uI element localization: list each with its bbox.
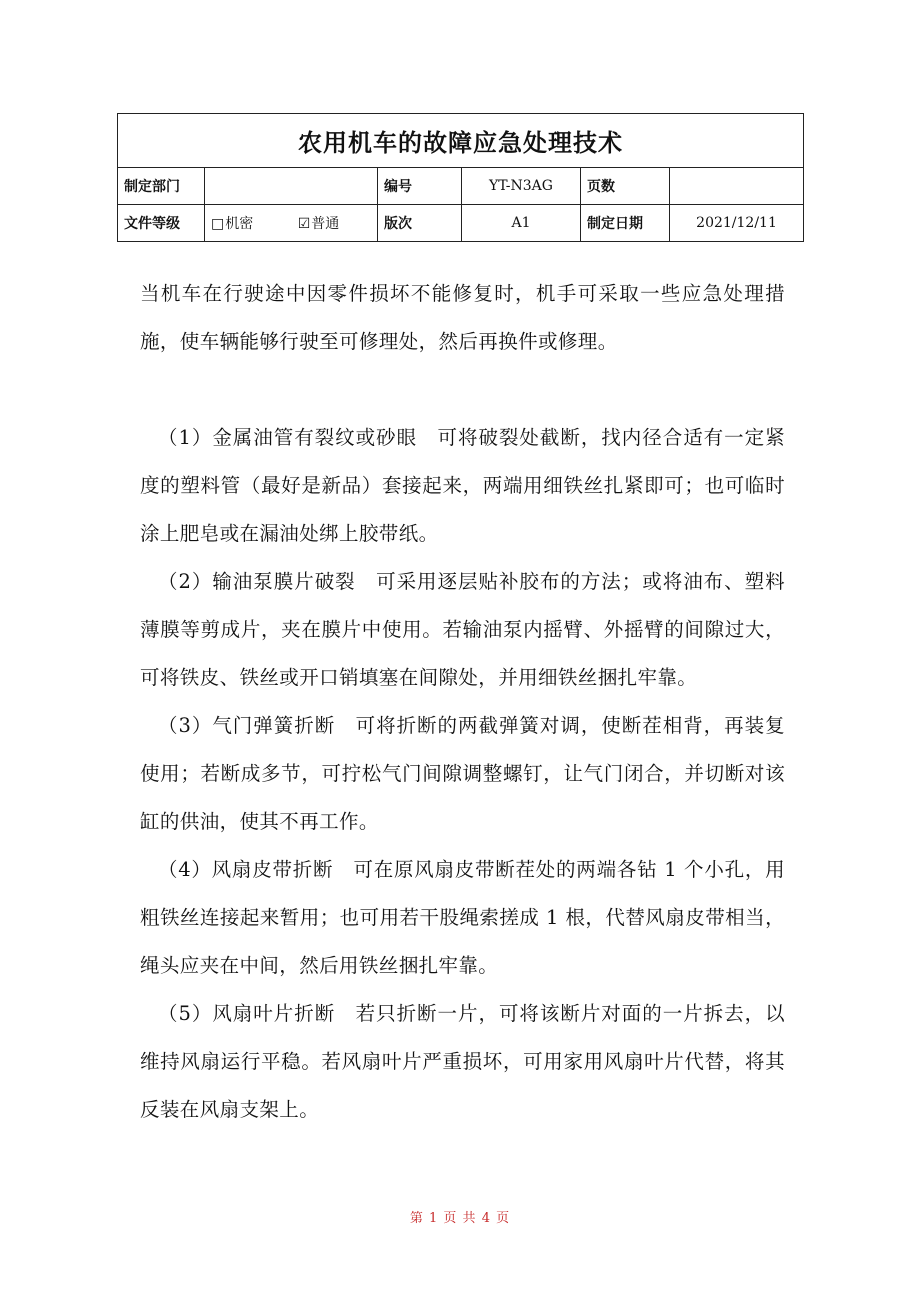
item-paragraph-1: （1）金属油管有裂纹或砂眼 可将破裂处截断，找内径合适有一定紧度的塑料管（最好是新品）套接起来，两端用细铁丝扎紧即可；也可临时涂上肥皂或在漏油处绑上胶带纸。 xyxy=(140,426,785,545)
document-level-options xyxy=(205,205,378,242)
document-body xyxy=(140,270,785,1134)
level-option-label: 普通 xyxy=(311,216,340,232)
level-option-confidential xyxy=(211,213,253,233)
item-paragraph-3: （3）气门弹簧折断 可将折断的两截弹簧对调，使断茬相背，再装复使用；若断成多节，可拧松气门间隙调整螺钉，让气门闭合，并切断对该缸的供油，使其不再工作。 xyxy=(140,714,785,833)
version-value: A1 xyxy=(462,205,581,242)
level-option-label: 机密 xyxy=(225,216,254,232)
page-footer: 第 1 页 共 4 页 xyxy=(409,1211,511,1226)
checkbox-unchecked-icon: □ xyxy=(211,216,225,232)
department-label: 制定部门 xyxy=(118,168,205,205)
document-header-table xyxy=(117,113,804,242)
item-paragraph-2: （2）输油泵膜片破裂 可采用逐层贴补胶布的方法；或将油布、塑料薄膜等剪成片，夹在膜片中使用。若输油泵内摇臂、外摇臂的间隙过大，可将铁皮、铁丝或开口销填塞在间隙处，并用细铁丝捆扎牢靠。 xyxy=(140,570,785,689)
version-label: 版次 xyxy=(378,205,462,242)
code-value: YT-N3AG xyxy=(462,168,581,205)
item-paragraph-5: （5）风扇叶片折断 若只折断一片，可将该断片对面的一片拆去，以维持风扇运行平稳。若风扇叶片严重损坏，可用家用风扇叶片代替，将其反装在风扇支架上。 xyxy=(140,1002,785,1121)
checkbox-checked-icon: ☑ xyxy=(297,216,311,232)
document-level-label: 文件等级 xyxy=(118,205,205,242)
code-label: 编号 xyxy=(378,168,462,205)
page-count-label: 页数 xyxy=(581,168,670,205)
department-value xyxy=(205,168,378,205)
intro-paragraph: 当机车在行驶途中因零件损坏不能修复时，机手可采取一些应急处理措施，使车辆能够行驶至可修理处，然后再换件或修理。 xyxy=(140,282,785,353)
document-title: 农用机车的故障应急处理技术 xyxy=(118,114,804,168)
issue-date-label: 制定日期 xyxy=(581,205,670,242)
page-count-value xyxy=(670,168,804,205)
issue-date-value: 2021/12/11 xyxy=(670,205,804,242)
item-paragraph-4: （4）风扇皮带折断 可在原风扇皮带断茬处的两端各钻 1 个小孔，用粗铁丝连接起来暂用；也可用若干股绳索搓成 1 根，代替风扇皮带相当，绳头应夹在中间，然后用铁丝捆扎牢靠。 xyxy=(140,858,785,977)
level-option-normal xyxy=(298,213,340,233)
